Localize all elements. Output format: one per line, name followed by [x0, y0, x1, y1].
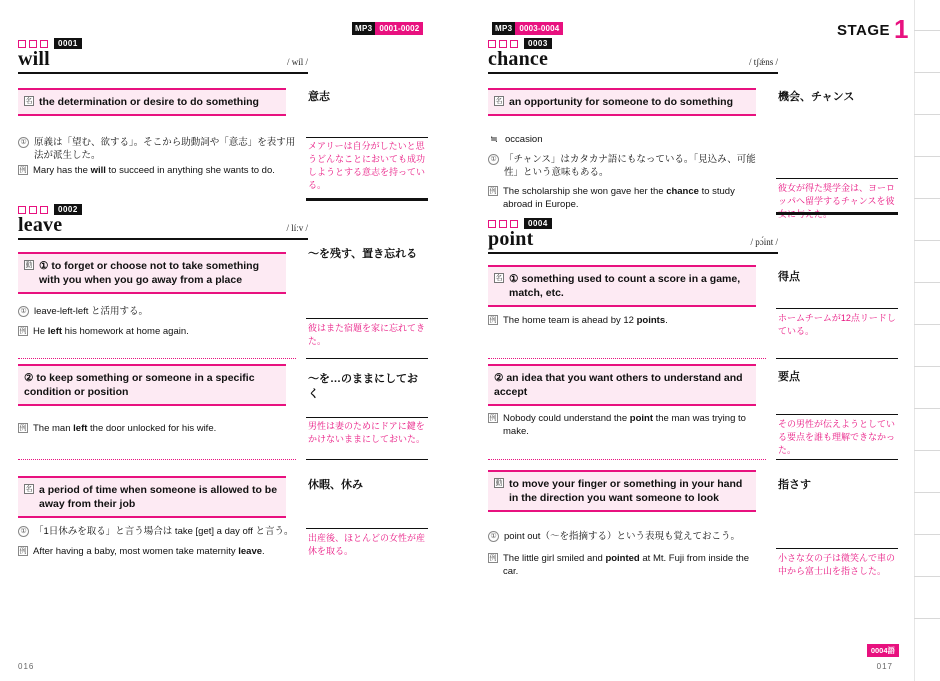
track-range-left: 0001-0002	[375, 22, 423, 35]
stage-number: 1	[894, 14, 909, 44]
example-sentence	[488, 314, 766, 327]
note-marker-icon: ①	[488, 154, 499, 165]
phonetic: / pɔ́int /	[750, 237, 778, 247]
gloss: 要点	[778, 371, 800, 383]
synonym-marker-icon: ≒	[490, 134, 498, 144]
checkbox-1[interactable]	[488, 220, 496, 228]
definition-box	[488, 265, 756, 307]
example-sentence	[18, 545, 296, 558]
sense-divider	[18, 358, 296, 359]
divider	[776, 308, 898, 309]
usage-note	[18, 136, 296, 163]
divider	[776, 212, 898, 215]
definition-text: to move your finger or something in your hand in the direction you want someone to look	[509, 478, 743, 505]
example-text: The man left the door unlocked for his wife.	[33, 423, 217, 434]
divider	[776, 178, 898, 179]
headword: leave	[18, 214, 63, 236]
translation: 彼女が得た奨学金は、ヨーロッパへ留学するチャンスを彼女に与えた。	[778, 183, 896, 220]
checkbox-2[interactable]	[499, 220, 507, 228]
translation: その男性が伝えようとしている要点を誰も理解できなかった。	[778, 419, 896, 456]
gloss: 機会、チャンス	[778, 91, 855, 103]
definition-text: a period of time when someone is allowed to be away from their job	[39, 484, 278, 511]
divider	[306, 358, 428, 359]
example-marker-icon: 例	[489, 188, 497, 195]
example-marker-icon: 例	[489, 317, 497, 324]
sense-divider	[488, 358, 766, 359]
checkbox-1[interactable]	[18, 40, 26, 48]
synonym-text: occasion	[505, 134, 543, 145]
mp3-badge-right	[492, 22, 563, 35]
divider	[306, 198, 428, 201]
index-tick	[914, 408, 940, 409]
definition-text: ① something used to count a score in a game, match, etc.	[509, 273, 741, 300]
sense-divider	[18, 459, 296, 460]
note-text: 「1日休みを取る」と言う場合は take [get] a day off と言う。	[34, 526, 294, 537]
translation: 出産後、ほとんどの女性が産休を取る。	[308, 533, 426, 557]
checkbox-group[interactable]	[488, 40, 518, 48]
gloss: 〜を残す、置き忘れる	[308, 248, 418, 260]
divider	[306, 318, 428, 319]
translation: ホームチームが12点リードしている。	[778, 313, 896, 337]
note-text: leave-left-left と活用する。	[34, 306, 149, 317]
checkbox-3[interactable]	[40, 206, 48, 214]
headword-row	[18, 48, 308, 74]
translation: 男性は妻のためにドアに鍵をかけないままにしておいた。	[308, 421, 426, 445]
checkbox-3[interactable]	[510, 220, 518, 228]
note-marker-icon: ①	[18, 306, 29, 317]
divider	[776, 358, 898, 359]
usage-note	[18, 525, 296, 538]
headword-row	[488, 228, 778, 254]
entry-number: 0004	[524, 218, 552, 229]
example-text: He left his homework at home again.	[33, 326, 189, 337]
entry-number: 0002	[54, 204, 82, 215]
pos-marker-icon: 名	[25, 98, 33, 105]
phonetic: / tʃǽns /	[748, 57, 778, 67]
definition-box	[488, 364, 756, 406]
index-tick	[914, 324, 940, 325]
example-text: The scholarship she won gave her the chance to study abroad in Europe.	[503, 186, 735, 211]
definition-box	[18, 364, 286, 406]
divider	[776, 548, 898, 549]
checkbox-group[interactable]	[18, 206, 48, 214]
usage-note	[488, 530, 766, 543]
index-tick	[914, 240, 940, 241]
synonym-note	[488, 133, 766, 146]
index-tick	[914, 576, 940, 577]
checkbox-1[interactable]	[18, 206, 26, 214]
usage-note	[488, 153, 766, 180]
example-marker-icon: 例	[19, 328, 27, 335]
headword: chance	[488, 48, 549, 70]
note-text: 原義は「望む、欲する」。そこから助動詞や「意志」を表す用法が派生した。	[34, 137, 296, 162]
definition-text: ① to forget or choose not to take something with you when you go away from a place	[39, 260, 260, 287]
definition-box	[18, 252, 286, 294]
headword-row	[488, 48, 778, 74]
checkbox-2[interactable]	[29, 206, 37, 214]
headword: will	[18, 48, 50, 70]
index-tick	[914, 534, 940, 535]
index-tick	[914, 366, 940, 367]
mp3-badge-left	[352, 22, 423, 35]
phonetic: / líːv /	[286, 223, 308, 233]
mp3-label: MP3	[492, 22, 515, 35]
entry-number: 0001	[54, 38, 82, 49]
index-tick	[914, 198, 940, 199]
page-gutter	[469, 0, 470, 681]
index-tick	[914, 282, 940, 283]
index-tick	[914, 450, 940, 451]
phonetic: / wíl /	[286, 57, 308, 67]
pos-marker-icon: 名	[25, 486, 33, 493]
index-tick	[914, 114, 940, 115]
stage-text: STAGE	[836, 22, 891, 39]
stage-label	[837, 14, 909, 45]
example-sentence	[488, 185, 766, 212]
example-text: Mary has the will to succeed in anything she wants to do.	[33, 165, 275, 176]
checkbox-3[interactable]	[510, 40, 518, 48]
divider	[776, 414, 898, 415]
pos-marker-icon: 動	[25, 262, 33, 269]
checkbox-group[interactable]	[18, 40, 48, 48]
divider	[306, 417, 428, 418]
thumb-index-strip	[914, 0, 940, 681]
example-text: The home team is ahead by 12 points.	[503, 315, 668, 326]
divider	[306, 528, 428, 529]
definition-box	[488, 470, 756, 512]
example-marker-icon: 例	[19, 425, 27, 432]
gloss: 指さす	[778, 479, 811, 491]
example-text: After having a baby, most women take maternity leave.	[33, 546, 265, 557]
gloss: 得点	[778, 271, 800, 283]
left-page	[0, 0, 457, 681]
example-sentence	[18, 422, 296, 435]
gloss: 〜を…のままにしておく	[308, 373, 418, 400]
definition-text: an opportunity for someone to do something	[509, 96, 733, 108]
divider	[306, 137, 428, 138]
divider	[776, 459, 898, 460]
index-tick	[914, 30, 940, 31]
mp3-label: MP3	[352, 22, 375, 35]
note-text: 「チャンス」はカタカナ語にもなっている。「見込み、可能性」という意味もある。	[504, 154, 756, 179]
page-number-left: 016	[18, 662, 35, 671]
index-tick	[914, 492, 940, 493]
pos-marker-icon: 動	[495, 480, 503, 487]
page-number-right: 017	[876, 662, 893, 671]
checkbox-group[interactable]	[488, 220, 518, 228]
translation: メアリーは自分がしたいと思うどんなことにおいても成功しようとする意志を持っている。	[308, 141, 426, 191]
pos-marker-icon: 名	[495, 275, 503, 282]
example-sentence	[18, 325, 296, 338]
example-sentence	[18, 164, 296, 177]
note-marker-icon: ①	[488, 531, 499, 542]
gloss: 意志	[308, 91, 330, 103]
definition-text: the determination or desire to do something	[39, 96, 259, 108]
translation: 小さな女の子は微笑んで車の中から富士山を指さした。	[778, 553, 896, 577]
divider	[306, 459, 428, 460]
translation: 彼はまた宿題を家に忘れてきた。	[308, 323, 426, 347]
definition-box	[18, 88, 286, 116]
example-text: Nobody could understand the point the man was trying to make.	[503, 413, 746, 438]
example-sentence	[488, 552, 766, 579]
note-marker-icon: ①	[18, 137, 29, 148]
note-marker-icon: ①	[18, 526, 29, 537]
index-tick	[914, 618, 940, 619]
example-sentence	[488, 412, 766, 439]
index-tick	[914, 72, 940, 73]
definition-box	[18, 476, 286, 518]
checkbox-1[interactable]	[488, 40, 496, 48]
example-text: The little girl smiled and pointed at Mt. Fuji from inside the car.	[503, 553, 750, 578]
word-count-badge: 0004語	[867, 644, 899, 657]
pos-marker-icon: 名	[495, 98, 503, 105]
example-marker-icon: 例	[489, 555, 497, 562]
track-range-right: 0003-0004	[515, 22, 563, 35]
definition-text: ② to keep something or someone in a specific condition or position	[24, 372, 255, 399]
example-marker-icon: 例	[19, 167, 27, 174]
note-text: point out（〜を指摘する）という表現も覚えておこう。	[504, 531, 740, 542]
checkbox-2[interactable]	[29, 40, 37, 48]
headword: point	[488, 228, 534, 250]
checkbox-2[interactable]	[499, 40, 507, 48]
entry-number: 0003	[524, 38, 552, 49]
sense-divider	[488, 459, 766, 460]
example-marker-icon: 例	[489, 415, 497, 422]
index-tick	[914, 156, 940, 157]
headword-row	[18, 214, 308, 240]
checkbox-3[interactable]	[40, 40, 48, 48]
usage-note	[18, 305, 296, 318]
example-marker-icon: 例	[19, 548, 27, 555]
definition-text: ② an idea that you want others to understand and accept	[494, 372, 743, 399]
definition-box	[488, 88, 756, 116]
gloss: 休暇、休み	[308, 479, 363, 491]
right-page	[470, 0, 927, 681]
